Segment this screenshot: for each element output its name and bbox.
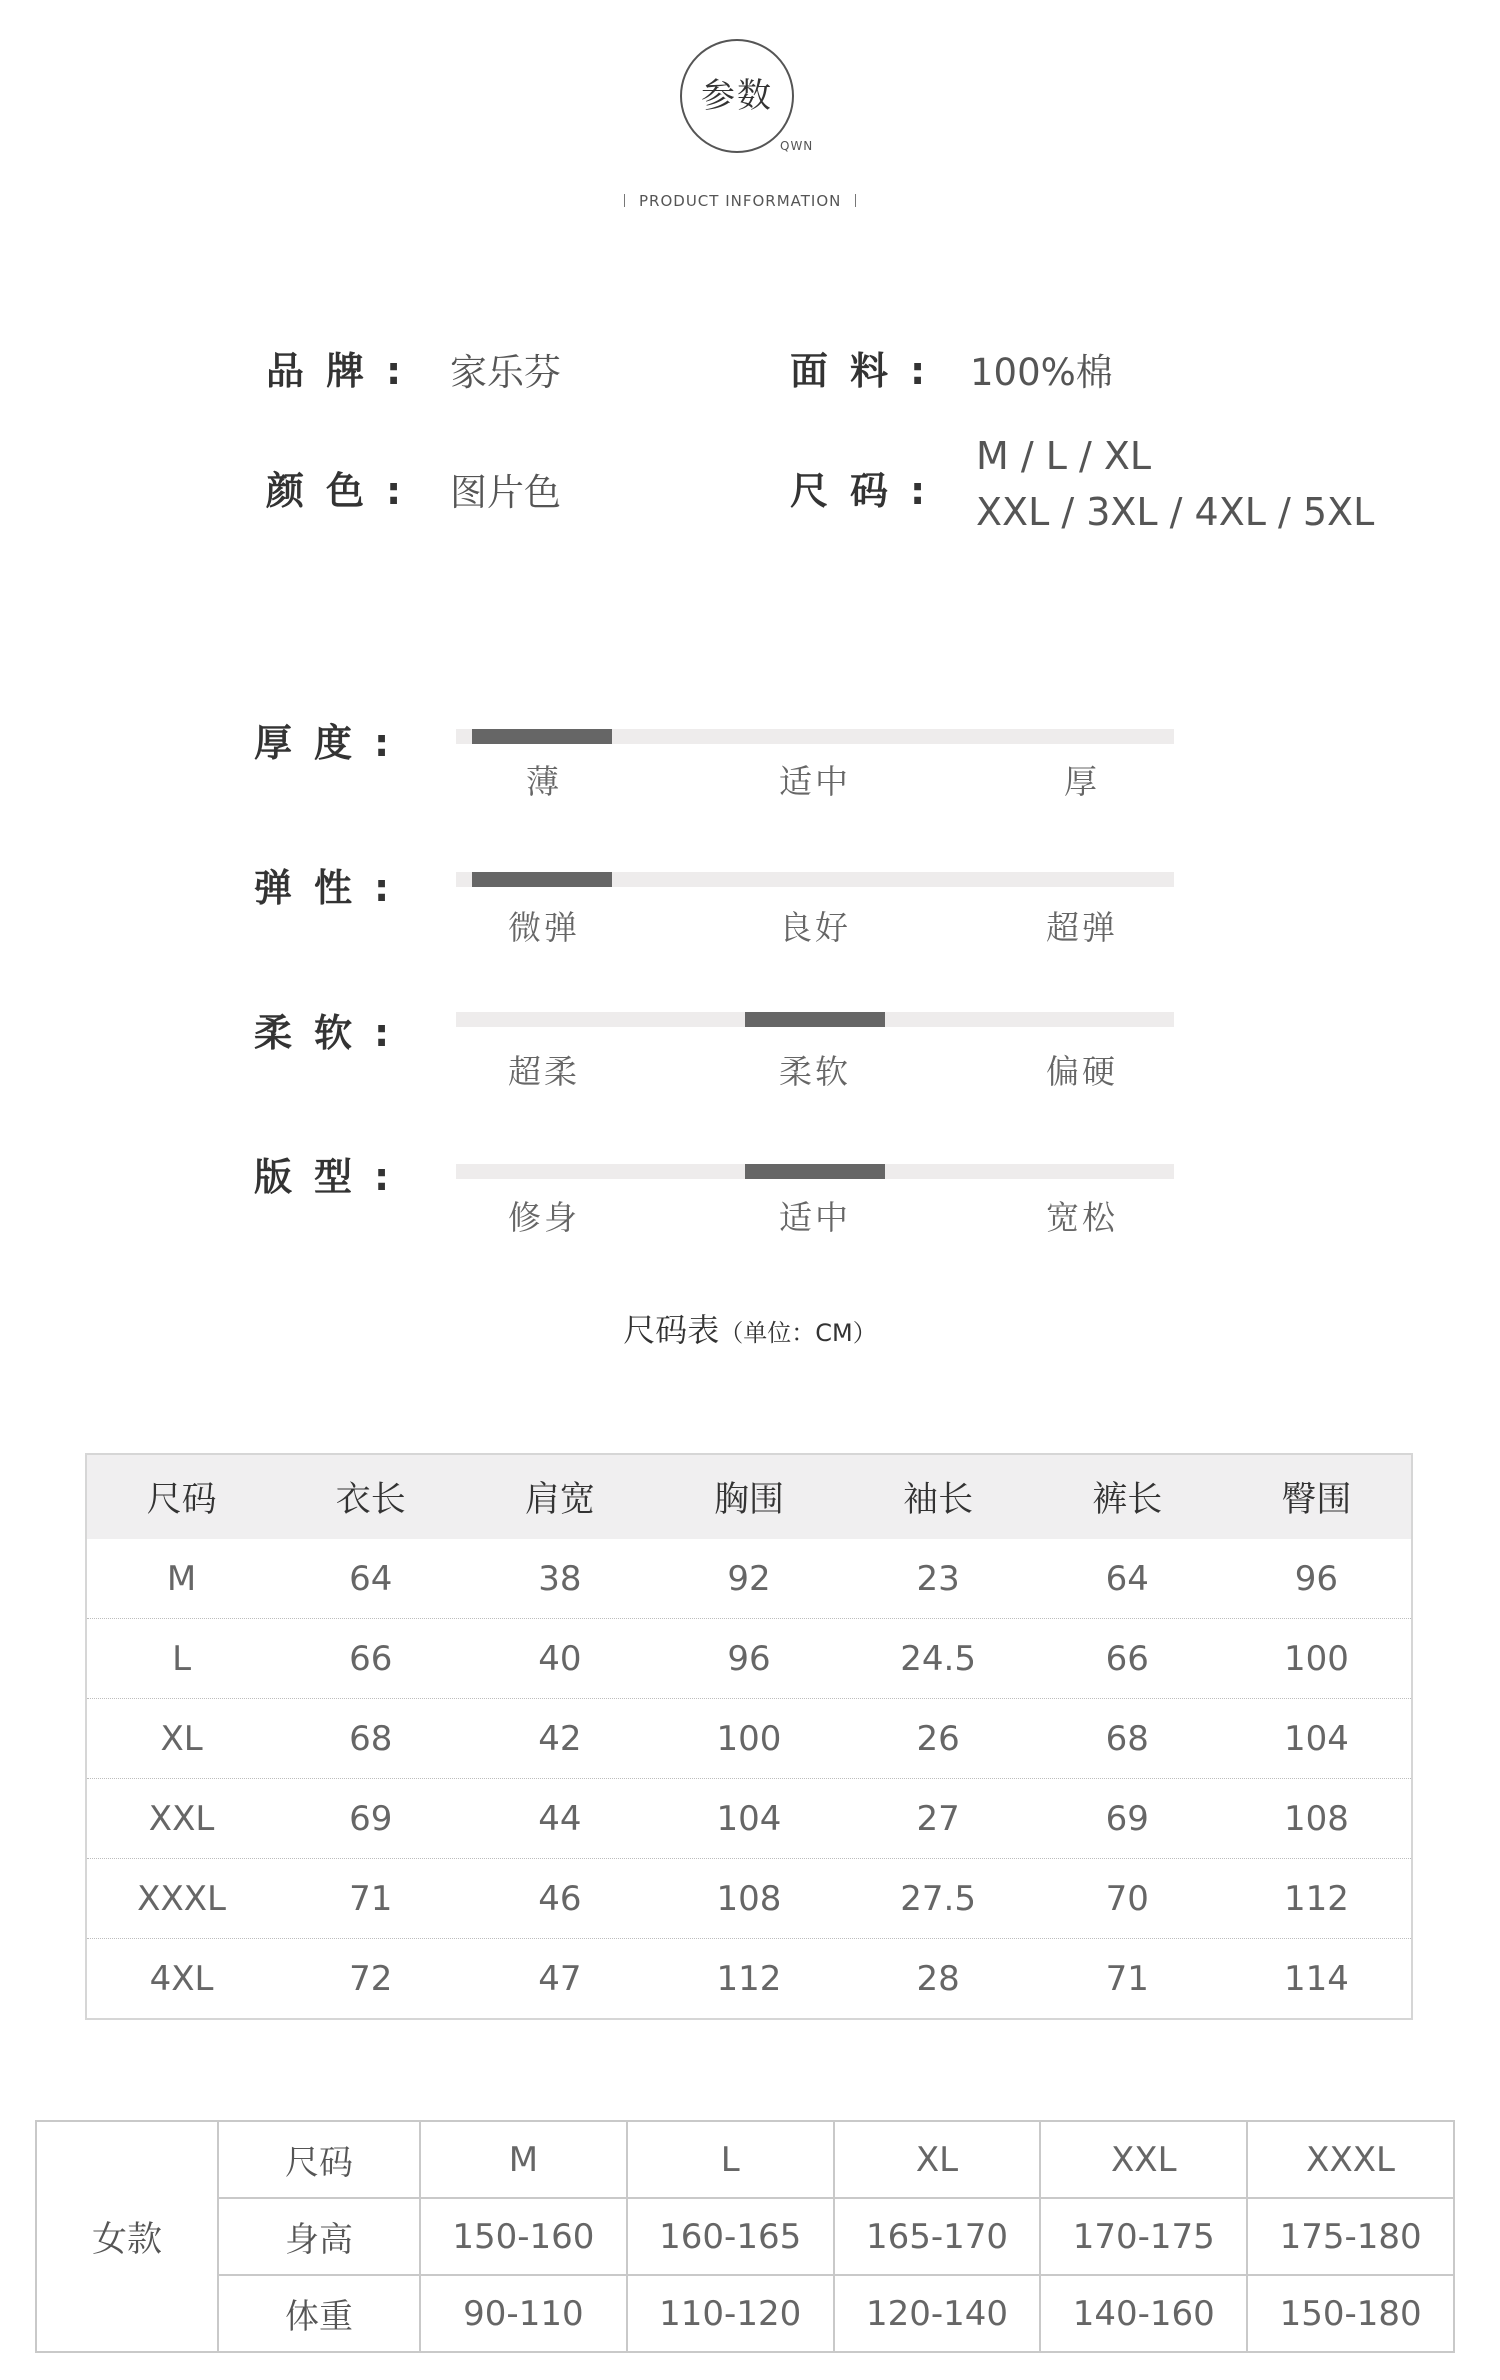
- table-cell: XL: [160, 1718, 203, 1759]
- table-row: [87, 1699, 1411, 1779]
- table-cell: M: [166, 1558, 197, 1599]
- reference-cell: 170-175: [1040, 2198, 1247, 2275]
- elasticity-scale: [456, 872, 1174, 887]
- table-header-cell: 尺码: [146, 1480, 217, 1520]
- table-cell: L: [172, 1638, 192, 1679]
- reference-cell: 110-120: [627, 2275, 834, 2352]
- reference-grid: [35, 2120, 1455, 2353]
- table-cell: 100: [716, 1718, 782, 1759]
- table-cell: 112: [1283, 1878, 1349, 1919]
- chart-title-text: 尺码表: [623, 1311, 720, 1349]
- scale-option: 偏硬: [1046, 1052, 1118, 1091]
- brand-value: 家乐芬: [450, 351, 561, 394]
- scale-option: 良好: [779, 908, 851, 947]
- reference-row-label: 体重: [218, 2275, 420, 2352]
- reference-cell: XL: [834, 2121, 1041, 2198]
- fit-scale: [456, 1164, 1174, 1179]
- table-cell: 27.5: [900, 1878, 976, 1919]
- table-cell: 38: [538, 1558, 582, 1599]
- table-cell: 66: [1105, 1638, 1149, 1679]
- table-cell: 40: [538, 1638, 582, 1679]
- reference-row: [36, 2198, 1454, 2275]
- table-cell: 24.5: [900, 1638, 976, 1679]
- table-cell: 96: [1294, 1558, 1339, 1599]
- table-cell: 114: [1283, 1958, 1349, 1999]
- scale-fill: [745, 1012, 885, 1027]
- table-cell: 46: [538, 1878, 582, 1919]
- thickness-scale: [456, 729, 1174, 744]
- section-badge: [680, 39, 794, 153]
- table-cell: 66: [349, 1638, 393, 1679]
- scale-fill: [745, 1164, 885, 1179]
- table-row: [87, 1539, 1411, 1619]
- table-row: [87, 1619, 1411, 1699]
- color-label: 颜色:: [266, 469, 424, 513]
- table-cell: 44: [538, 1798, 582, 1839]
- caption-text: PRODUCT INFORMATION: [639, 192, 842, 210]
- scale-option: 柔软: [779, 1052, 851, 1091]
- section-caption: [610, 192, 865, 210]
- softness-scale: [456, 1012, 1174, 1027]
- table-header-cell: 衣长: [335, 1480, 406, 1520]
- table-cell: 112: [716, 1958, 782, 1999]
- reference-cell: 150-180: [1247, 2275, 1454, 2352]
- reference-cell: M: [420, 2121, 627, 2198]
- reference-cell: 140-160: [1040, 2275, 1247, 2352]
- attr-label-thickness: 厚度:: [254, 721, 412, 765]
- table-cell: 108: [716, 1878, 782, 1919]
- size-line: M / L / XL: [976, 434, 1152, 478]
- table-cell: 72: [349, 1958, 393, 1999]
- reference-cell: 165-170: [834, 2198, 1041, 2275]
- reference-cell: 150-160: [420, 2198, 627, 2275]
- table-cell: 92: [727, 1558, 771, 1599]
- reference-table: [35, 2120, 1455, 2380]
- table-cell: 70: [1105, 1878, 1149, 1919]
- table-cell: 26: [916, 1718, 960, 1759]
- table-row: [87, 1939, 1411, 2018]
- brand-label: 品牌:: [266, 349, 424, 393]
- table-cell: 47: [538, 1958, 582, 1999]
- caption-divider: [624, 194, 625, 207]
- chart-unit: （单位：CM）: [719, 1319, 877, 1347]
- scale-option: 超弹: [1046, 908, 1118, 947]
- table-cell: 108: [1283, 1798, 1349, 1839]
- table-header-cell: 裤长: [1092, 1480, 1163, 1520]
- reference-row-label: 身高: [218, 2198, 420, 2275]
- scale-option: 微弹: [508, 908, 580, 947]
- table-header-cell: 袖长: [903, 1480, 974, 1520]
- table-cell: 64: [349, 1558, 393, 1599]
- scale-fill: [472, 729, 612, 744]
- fabric-label: 面料:: [790, 349, 948, 393]
- table-header-cell: 肩宽: [524, 1480, 595, 1520]
- reference-cell: 175-180: [1247, 2198, 1454, 2275]
- table-cell: 68: [349, 1718, 393, 1759]
- table-row: [87, 1859, 1411, 1939]
- table-cell: 42: [538, 1718, 582, 1759]
- table-cell: 104: [716, 1798, 782, 1839]
- caption-divider: [855, 194, 856, 207]
- table-cell: 28: [916, 1958, 960, 1999]
- table-cell: 68: [1105, 1718, 1149, 1759]
- scale-option: 适中: [779, 1198, 851, 1237]
- table-cell: 69: [1105, 1798, 1149, 1839]
- badge-subtext: QWN: [780, 139, 814, 153]
- reference-cell: 90-110: [420, 2275, 627, 2352]
- scale-fill: [472, 872, 612, 887]
- attr-label-fit: 版型:: [254, 1155, 412, 1199]
- scale-option: 宽松: [1046, 1198, 1118, 1237]
- color-value: 图片色: [450, 471, 561, 514]
- table-header-cell: 臀围: [1281, 1480, 1352, 1520]
- scale-option: 薄: [526, 762, 562, 801]
- reference-group-label: 女款: [36, 2121, 218, 2352]
- reference-cell: XXL: [1040, 2121, 1247, 2198]
- size-line: XXL / 3XL / 4XL / 5XL: [976, 490, 1375, 534]
- table-row: [87, 1779, 1411, 1859]
- table-cell: 69: [349, 1798, 393, 1839]
- attr-label-elasticity: 弹性:: [254, 866, 412, 910]
- table-header-cell: 胸围: [713, 1480, 784, 1520]
- scale-option: 厚: [1064, 762, 1100, 801]
- size-values: [976, 428, 1374, 540]
- table-cell: XXXL: [137, 1878, 226, 1919]
- scale-option: 超柔: [508, 1052, 580, 1091]
- badge-title: 参数: [701, 75, 773, 116]
- reference-cell: L: [627, 2121, 834, 2198]
- table-cell: 96: [727, 1638, 771, 1679]
- scale-option: 修身: [508, 1198, 580, 1237]
- reference-row: [36, 2121, 1454, 2198]
- reference-cell: 120-140: [834, 2275, 1041, 2352]
- table-cell: XXL: [148, 1798, 215, 1839]
- size-table: [85, 1453, 1413, 2020]
- table-cell: 4XL: [149, 1958, 214, 1999]
- scale-option: 适中: [779, 762, 851, 801]
- table-cell: 64: [1105, 1558, 1149, 1599]
- attr-label-softness: 柔软:: [254, 1011, 412, 1055]
- size-chart-title: [0, 1305, 1500, 1351]
- table-cell: 27: [916, 1798, 960, 1839]
- table-cell: 100: [1283, 1638, 1349, 1679]
- table-cell: 23: [916, 1558, 960, 1599]
- table-cell: 71: [1105, 1958, 1149, 1999]
- table-header-row: [87, 1455, 1411, 1539]
- reference-cell: 160-165: [627, 2198, 834, 2275]
- reference-row-label: 尺码: [218, 2121, 420, 2198]
- size-label: 尺码:: [790, 469, 948, 513]
- reference-row: [36, 2275, 1454, 2352]
- table-cell: 104: [1283, 1718, 1349, 1759]
- fabric-value: 100%棉: [970, 351, 1113, 394]
- reference-cell: XXXL: [1247, 2121, 1454, 2198]
- table-cell: 71: [349, 1878, 393, 1919]
